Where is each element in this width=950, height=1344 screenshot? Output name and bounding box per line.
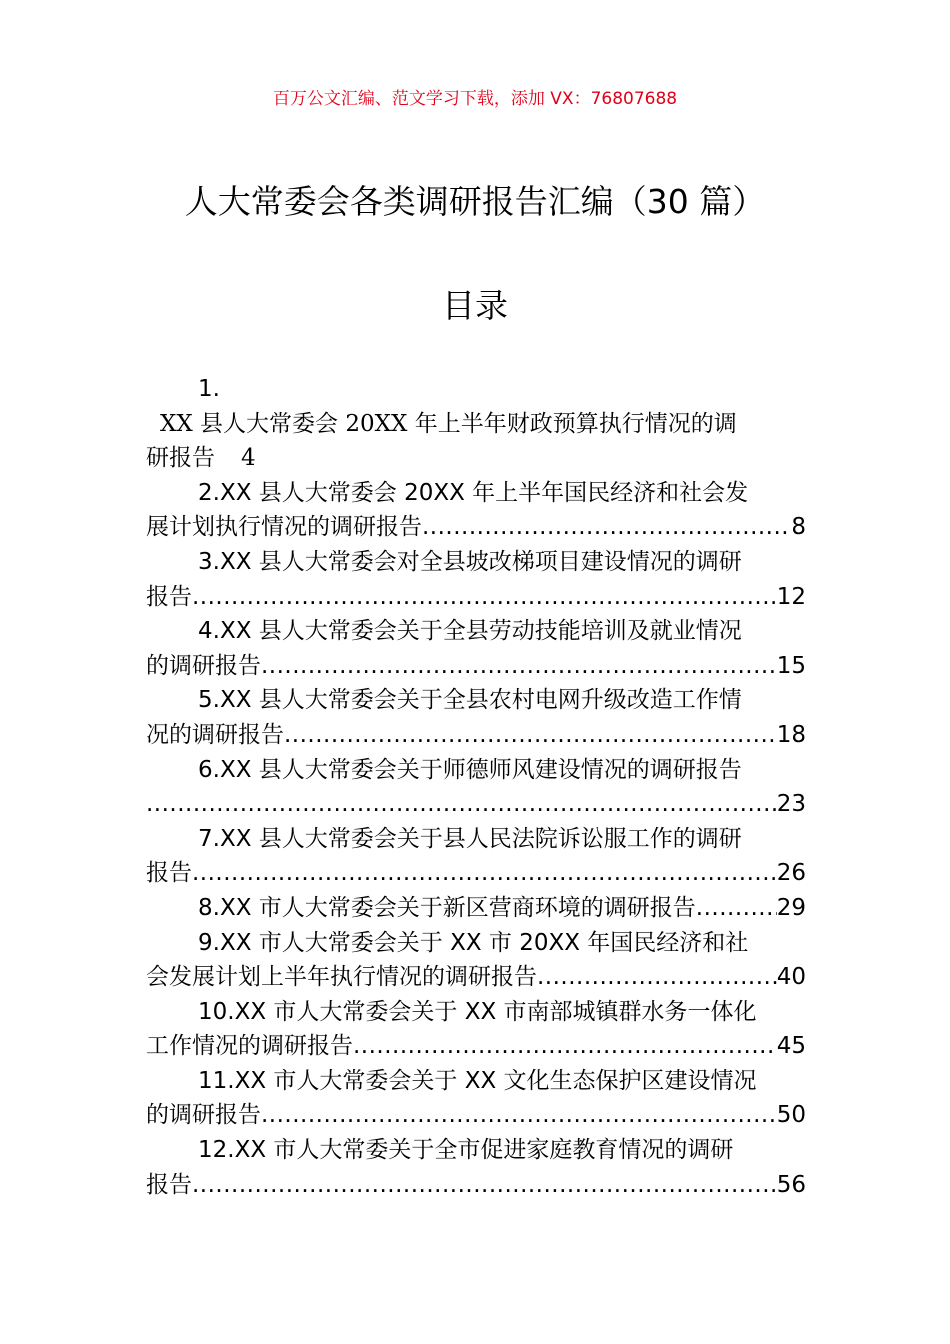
toc-entry-line: 7.XX 县人大常委会关于县人民法院诉讼服工作的调研 — [198, 825, 742, 852]
toc-entry-4[interactable] — [146, 614, 806, 683]
toc-entry-line: 11.XX 市人大常委会关于 XX 文化生态保护区建设情况 — [198, 1067, 757, 1094]
toc-entry-line: 5.XX 县人大常委会关于全县农村电网升级改造工作情 — [198, 687, 742, 714]
toc-entry-line: 报告 — [146, 583, 192, 610]
dot-leader — [261, 1098, 777, 1133]
toc-page-number: 40 — [776, 964, 806, 991]
toc-entry-line: 会发展计划上半年执行情况的调研报告 — [146, 964, 537, 991]
toc-entry-line: 的调研报告 — [146, 1102, 261, 1129]
toc-entry-line: 展计划执行情况的调研报告 — [146, 514, 422, 541]
toc-entry-1[interactable] — [146, 372, 806, 476]
toc-page-number: 18 — [776, 721, 806, 748]
toc-entry-5[interactable] — [146, 683, 806, 752]
toc-entry-12[interactable] — [146, 1133, 806, 1202]
toc-page-number: 4 — [241, 445, 256, 472]
toc-entry-10[interactable] — [146, 995, 806, 1064]
toc-entry-line: 研报告 — [146, 445, 215, 472]
dot-leader — [422, 510, 791, 545]
toc-entry-line: 4.XX 县人大常委会关于全县劳动技能培训及就业情况 — [198, 618, 742, 645]
toc-entry-3[interactable] — [146, 545, 806, 614]
toc-page-number: 50 — [776, 1102, 806, 1129]
dot-leader — [192, 580, 777, 615]
toc-entry-line: 报告 — [146, 860, 192, 887]
header-banner: 百万公文汇编、范文学习下载，添加 VX：76807688 — [272, 89, 678, 109]
toc-page-number: 12 — [776, 583, 806, 610]
toc-entry-2[interactable] — [146, 476, 806, 545]
toc-page-number: 26 — [776, 860, 806, 887]
toc-page-number: 23 — [776, 791, 806, 818]
toc-page-number: 45 — [776, 1033, 806, 1060]
toc-entry-11[interactable] — [146, 1064, 806, 1133]
dot-leader — [146, 787, 777, 822]
document-title: 人大常委会各类调研报告汇编（30 篇） — [184, 182, 766, 221]
toc-entry-8[interactable] — [146, 891, 806, 926]
toc-page-number: 15 — [776, 652, 806, 679]
toc-page-number: 56 — [776, 1171, 806, 1198]
toc-entry-line: XX 县人大常委会 20XX 年上半年财政预算执行情况的调 — [160, 410, 737, 437]
toc-entry-line: 6.XX 县人大常委会关于师德师风建设情况的调研报告 — [198, 756, 742, 783]
toc-entry-line: 1. — [198, 376, 220, 402]
dot-leader — [261, 649, 777, 684]
toc-entry-line: 工作情况的调研报告 — [146, 1033, 353, 1060]
toc-entry-6[interactable] — [146, 753, 806, 822]
dot-leader — [192, 1168, 777, 1203]
table-of-contents — [146, 372, 806, 1202]
toc-entry-line: 报告 — [146, 1171, 192, 1198]
toc-heading: 目录 — [442, 286, 508, 325]
dot-leader — [696, 891, 777, 926]
toc-entry-line: 2.XX 县人大常委会 20XX 年上半年国民经济和社会发 — [198, 479, 749, 506]
toc-entry-line: 况的调研报告 — [146, 721, 284, 748]
toc-entry-line: 的调研报告 — [146, 652, 261, 679]
toc-page-number: 29 — [776, 894, 806, 921]
toc-entry-line: 3.XX 县人大常委会对全县坡改梯项目建设情况的调研 — [198, 548, 742, 575]
toc-entry-line: 12.XX 市人大常委关于全市促进家庭教育情况的调研 — [198, 1137, 734, 1164]
toc-entry-9[interactable] — [146, 926, 806, 995]
dot-leader — [537, 960, 777, 995]
dot-leader — [353, 1029, 777, 1064]
toc-entry-line: 8.XX 市人大常委会关于新区营商环境的调研报告 — [198, 894, 696, 921]
toc-page-number: 8 — [791, 514, 806, 541]
dot-leader — [192, 856, 777, 891]
toc-entry-line: 9.XX 市人大常委会关于 XX 市 20XX 年国民经济和社 — [198, 929, 749, 956]
dot-leader — [284, 718, 777, 753]
toc-entry-7[interactable] — [146, 822, 806, 891]
toc-entry-line: 10.XX 市人大常委会关于 XX 市南部城镇群水务一体化 — [198, 998, 757, 1025]
